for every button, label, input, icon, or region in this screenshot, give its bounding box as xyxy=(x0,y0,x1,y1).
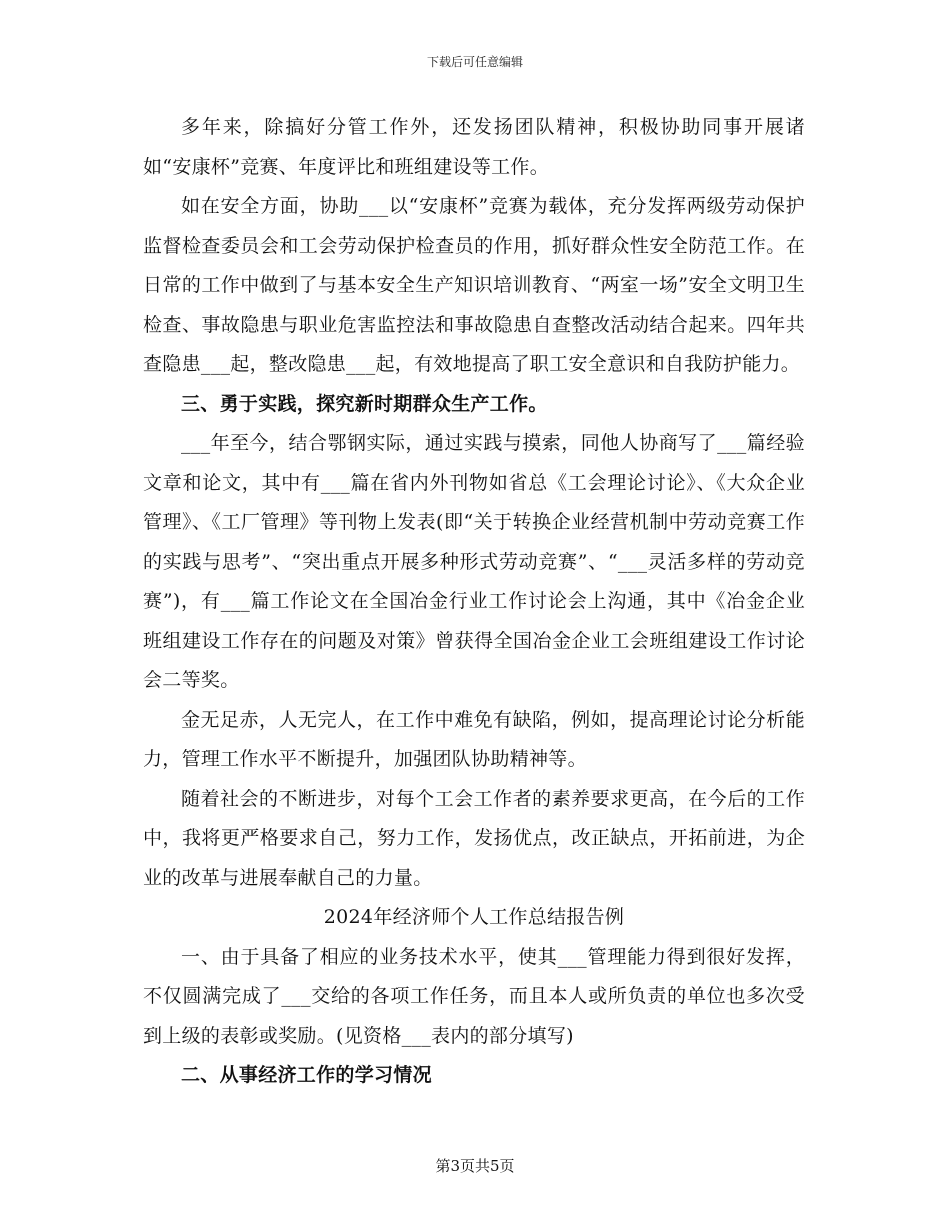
paragraph-outlook: 随着社会的不断进步，对每个工会工作者的素养要求更高，在今后的工作中，我将更严格要求自己，努力工作，发扬优点，改正缺点，开拓前进，为企业的改革与进展奉献自己的力量。 xyxy=(143,787,805,889)
paragraph-team-spirit: 多年来，除搞好分管工作外，还发扬团队精神，积极协助同事开展诸如“安康杯”竞赛、年度评比和班组建设等工作。 xyxy=(143,116,805,178)
paragraph-papers: ___年至今，结合鄂钢实际，通过实践与摸索，同他人协商写了___篇经验文章和论文，其中有___篇在省内外刊物如省总《工会理论讨论》、《大众企业管理》、《工厂管理》等刊物上发表(即“关于转换企业经营机制中劳动竞赛工作的实践与思考”、“突出重点开展多种形式劳动竞赛”、“___灵活多样的劳动竞赛”)，有___篇工作论文在全国冶金行业工作讨论会上沟通，其中《冶金企业班组建设工作存在的问题及对策》曾获得全国冶金企业工会班组建设工作讨论会二等奖。 xyxy=(143,432,805,691)
paragraph-shortcomings: 金无足赤，人无完人，在工作中难免有缺陷，例如，提高理论讨论分析能力，管理工作水平不断提升，加强团队协助精神等。 xyxy=(143,708,805,770)
section-heading-practice: 三、勇于实践，探究新时期群众生产工作。 xyxy=(181,392,548,415)
document-title: 2024年经济师个人工作总结报告例 xyxy=(323,906,625,928)
paragraph-capability: 一、由于具备了相应的业务技术水平，使其___管理能力得到很好发挥，不仅圆满完成了___交给的各项工作任务，而且本人或所负责的单位也多次受到上级的表彰或奖励。(见资格___表内的部分填写) xyxy=(143,945,805,1047)
section-heading-study: 二、从事经济工作的学习情况 xyxy=(181,1064,432,1086)
document-body xyxy=(143,108,805,1096)
paragraph-safety-work: 如在安全方面，协助___以“安康杯”竞赛为载体，充分发挥两级劳动保护监督检查委员会和工会劳动保护检查员的作用，抓好群众性安全防范工作。在日常的工作中做到了与基本安全生产知识培训教育、“两室一场”安全文明卫生检查、事故隐患与职业危害监控法和事故隐患自查整改活动结合起来。四年共查隐患___起，整改隐患___起，有效地提高了职工安全意识和自我防护能力。 xyxy=(143,195,805,375)
page-number: 第3页共5页 xyxy=(435,1157,515,1175)
page-header: 下载后可任意编辑 xyxy=(426,55,523,69)
